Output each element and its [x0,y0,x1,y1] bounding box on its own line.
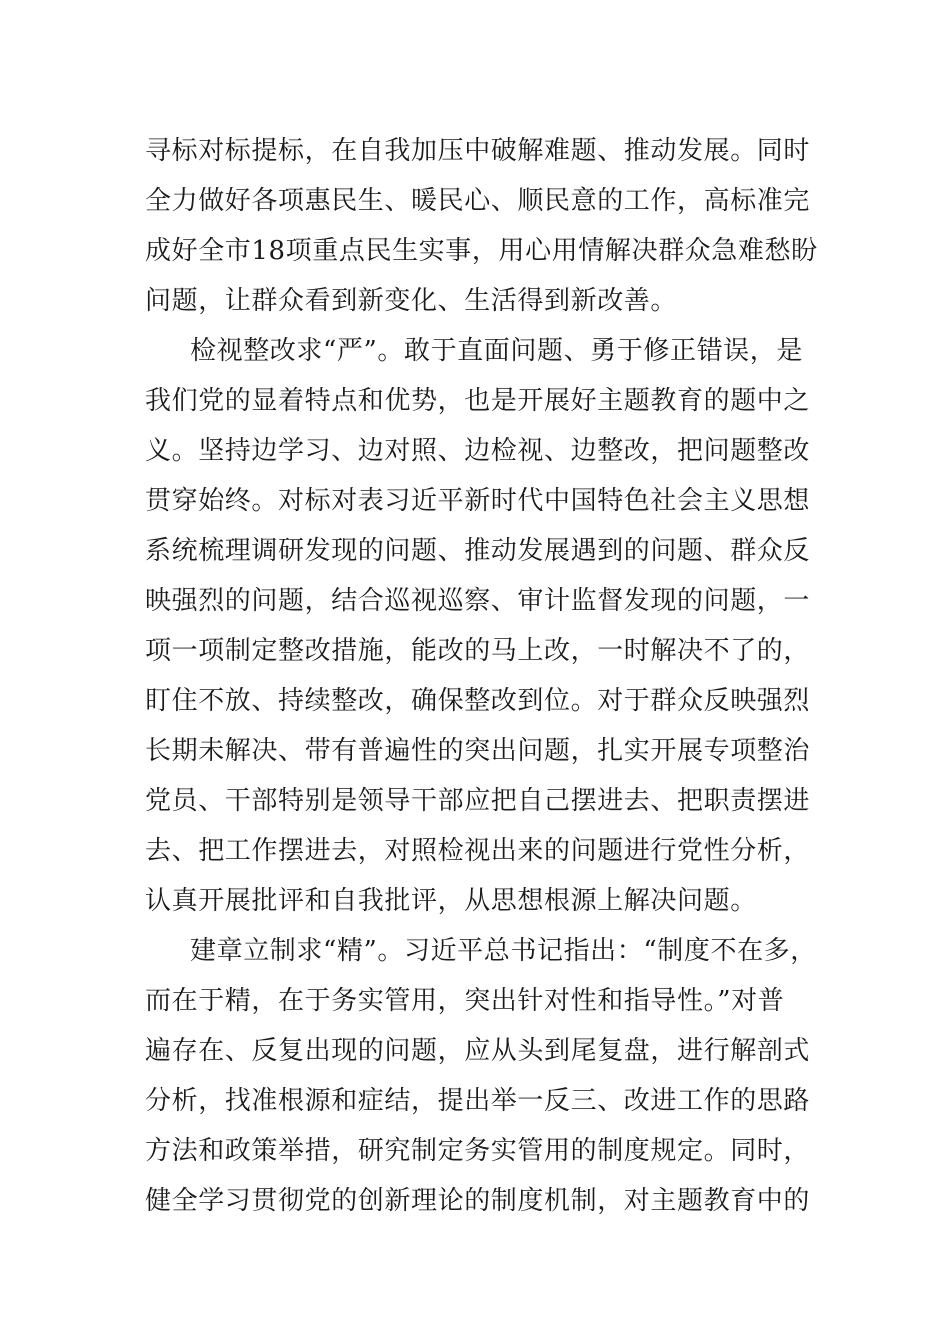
text-line: 方法和政策举措，研究制定务实管用的制度规定。同时， [145,1136,811,1166]
text-line: 成好全市18项重点民生实事，用心用情解决群众急难愁盼 [145,236,818,266]
text-line: 系统梳理调研发现的问题、推动发展遇到的问题、群众反 [145,536,811,566]
text-line: 寻标对标提标，在自我加压中破解难题、推动发展。同时 [145,136,811,166]
text-line: 映强烈的问题，结合巡视巡察、审计监督发现的问题，一 [145,586,811,616]
text-line: 全力做好各项惠民生、暖民心、顺民意的工作，高标准完 [145,186,811,216]
text-line: 认真开展批评和自我批评，从思想根源上解决问题。 [145,886,757,916]
text-line: 贯穿始终。对标对表习近平新时代中国特色社会主义思想 [145,486,811,516]
text-line: 健全学习贯彻党的创新理论的制度机制，对主题教育中的 [145,1186,811,1216]
text-line: 分析，找准根源和症结，提出举一反三、改进工作的思路 [145,1086,811,1116]
paragraph-heading-line: 检视整改求“严”。敢于直面问题、勇于修正错误，是 [190,336,803,366]
text-line: 义。坚持边学习、边对照、边检视、边整改，把问题整改 [145,436,811,466]
text-line: 我们党的显着特点和优势，也是开展好主题教育的题中之 [145,386,811,416]
text-line: 遍存在、反复出现的问题，应从头到尾复盘，进行解剖式 [145,1036,811,1066]
text-line: 项一项制定整改措施，能改的马上改，一时解决不了的， [145,636,811,666]
text-line: 问题，让群众看到新变化、生活得到新改善。 [145,286,678,316]
text-line: 而在于精，在于务实管用，突出针对性和指导性。”对普 [145,986,785,1016]
text-line: 党员、干部特别是领导干部应把自己摆进去、把职责摆进 [145,786,811,816]
text-line: 盯住不放、持续整改，确保整改到位。对于群众反映强烈 [145,686,811,716]
text-line: 长期未解决、带有普遍性的突出问题，扎实开展专项整治 [145,736,811,766]
text-line: 去、把工作摆进去，对照检视出来的问题进行党性分析， [145,836,811,866]
paragraph-heading-line: 建章立制求“精”。习近平总书记指出：“制度不在多， [190,936,817,966]
